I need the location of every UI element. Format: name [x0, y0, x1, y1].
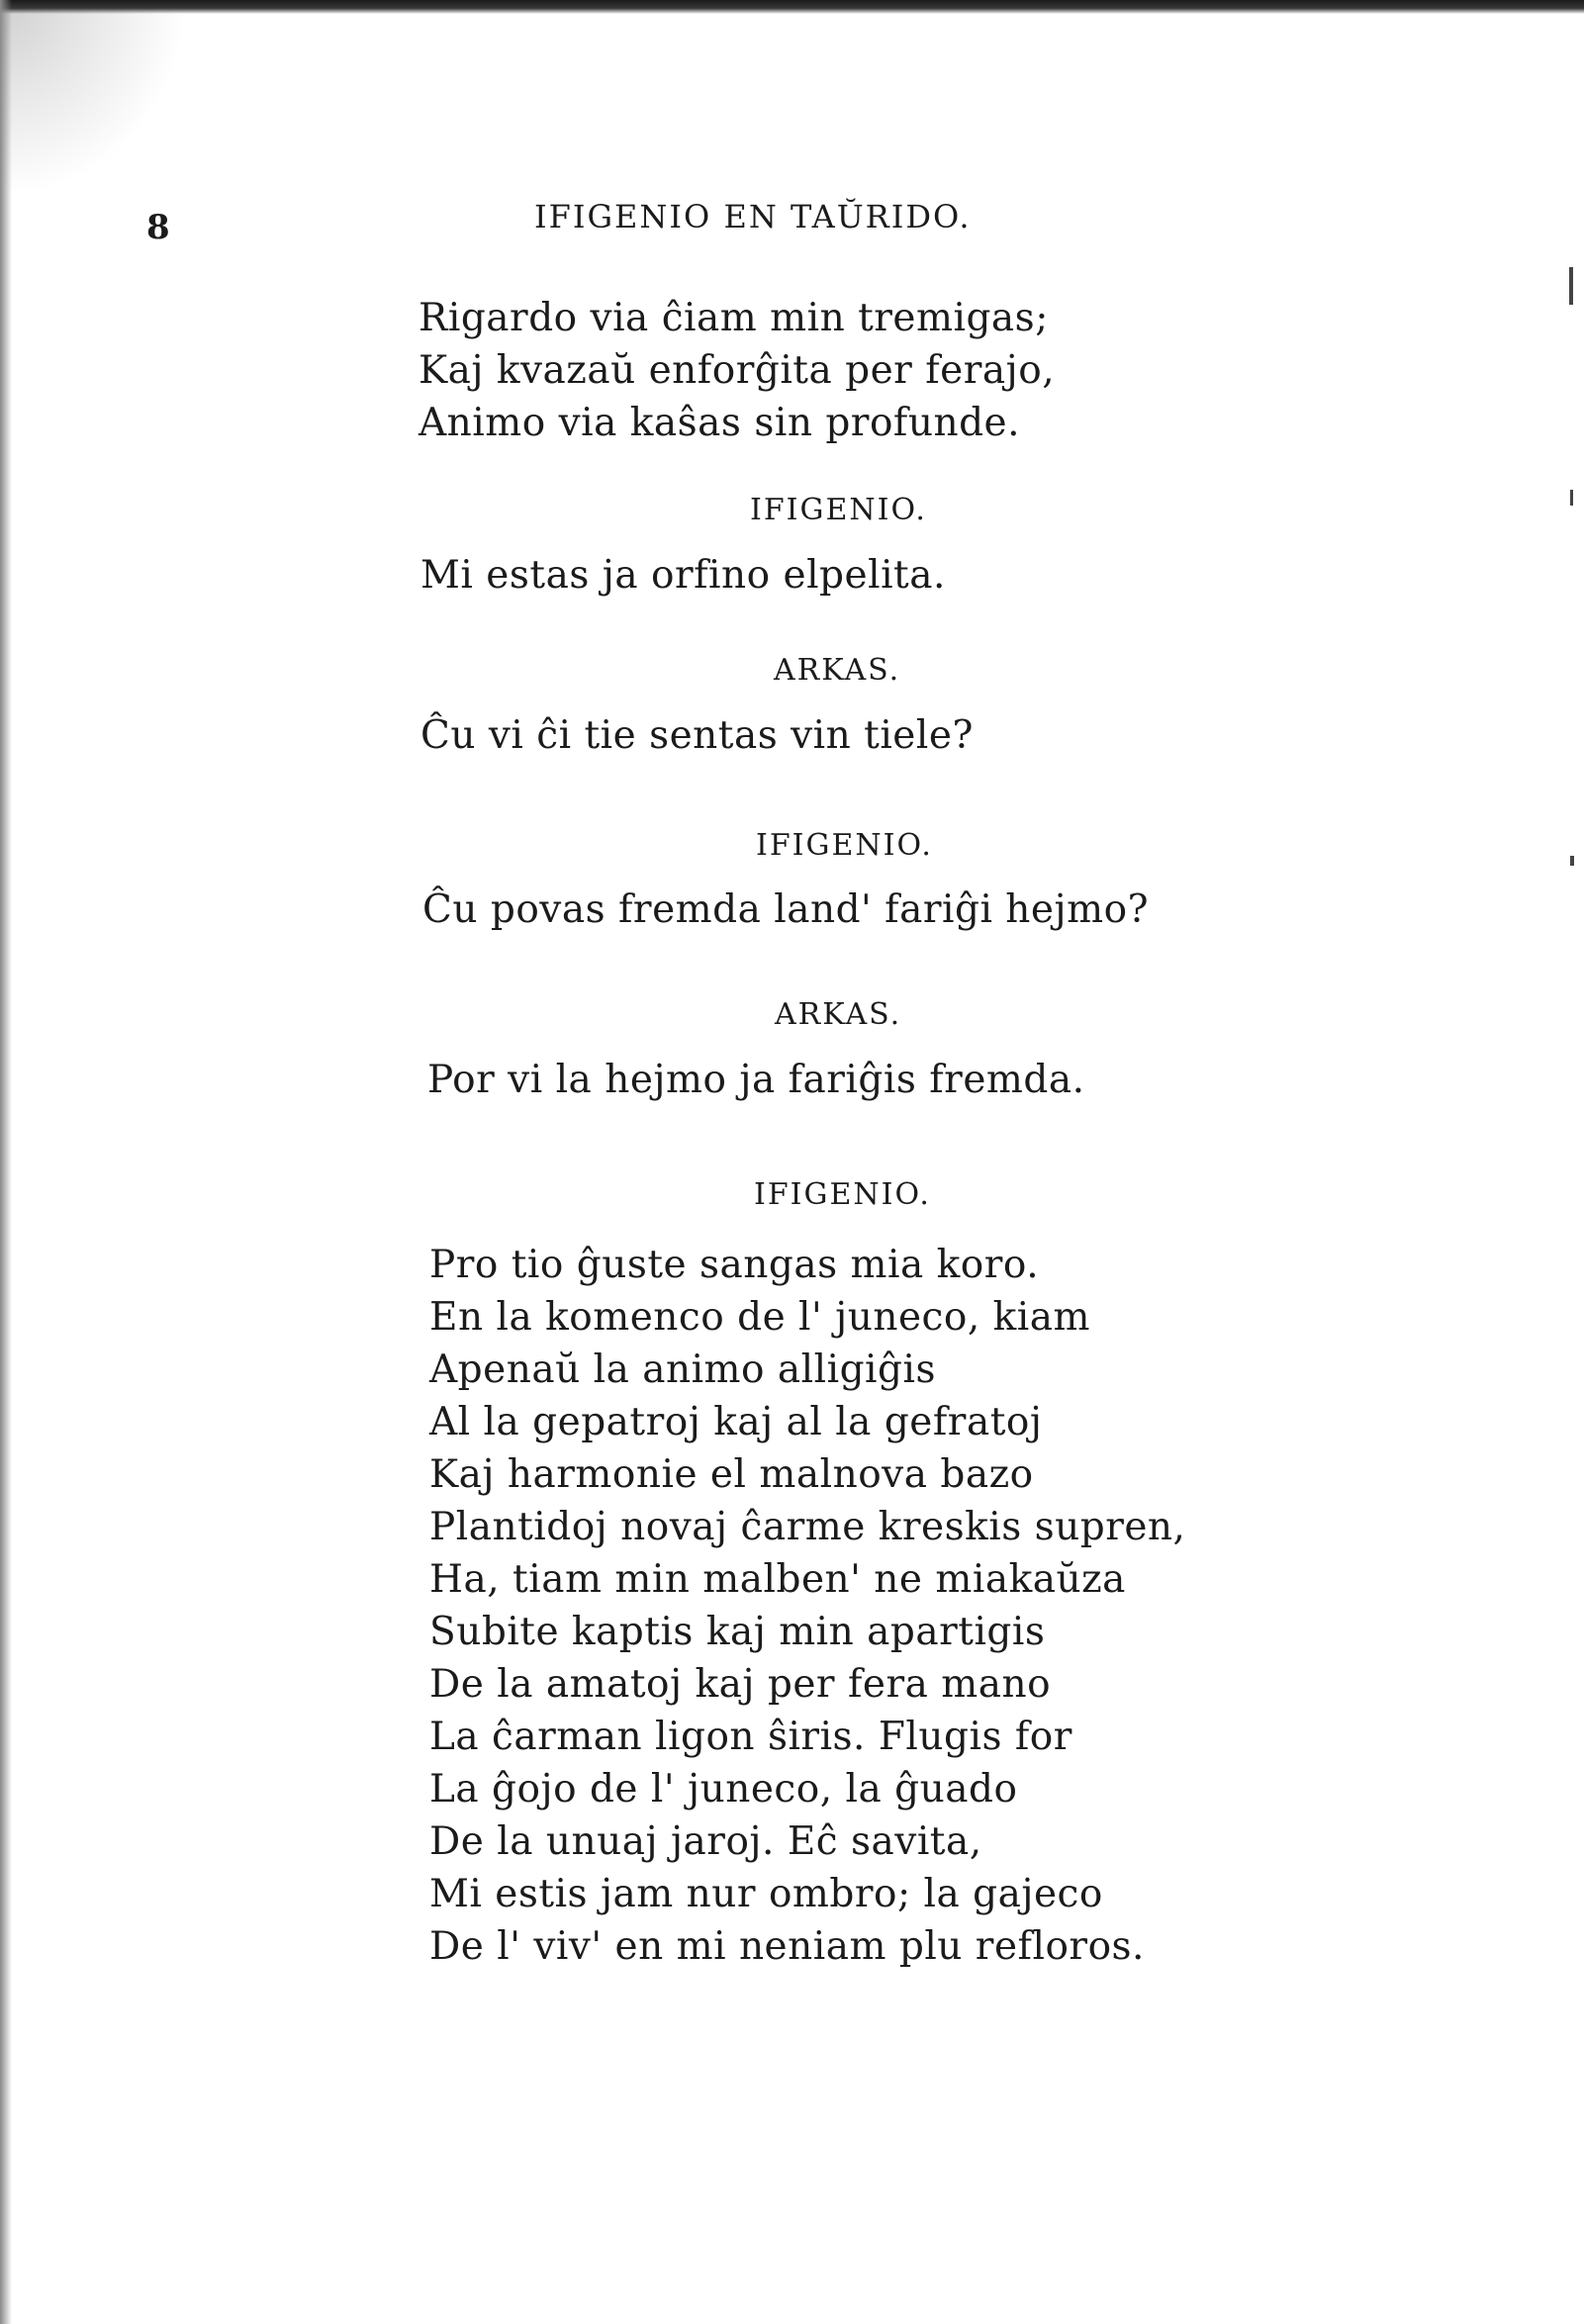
- verse-block: [420, 709, 974, 762]
- scan-shadow-corner: [0, 0, 188, 198]
- verse-line: La ĉarman ligon ŝiris. Flugis for: [429, 1715, 1072, 1759]
- margin-mark: [1570, 490, 1573, 506]
- speaker-name: ARKAS.: [774, 653, 901, 688]
- verse-line: Plantidoj novaj ĉarme kreskis supren,: [429, 1505, 1186, 1549]
- verse-block: [422, 883, 1149, 936]
- verse-line: De la unuaj jaroj. Eĉ savita,: [429, 1819, 982, 1864]
- verse-block: [420, 549, 946, 602]
- verse-line: Ĉu vi ĉi tie sentas vin tiele?: [420, 713, 974, 758]
- verse-block: [419, 292, 1055, 449]
- running-head: IFIGENIO EN TAŬRIDO.: [534, 198, 972, 235]
- verse-line: Kaj kvazaŭ enforĝita per ferajo,: [419, 348, 1056, 393]
- verse-block: [427, 1054, 1085, 1106]
- verse-line: Rigardo via ĉiam min tremigas;: [419, 296, 1049, 340]
- verse-line: De la amatoj kaj per fera mano: [429, 1662, 1052, 1707]
- verse-line: Por vi la hejmo ja fariĝis fremda.: [427, 1058, 1085, 1102]
- speaker-name: ARKAS.: [775, 997, 902, 1032]
- verse-line: Al la gepatroj kaj al la gefratoj: [429, 1400, 1043, 1444]
- margin-mark: [1570, 856, 1574, 866]
- verse-line: Mi estas ja orfino elpelita.: [420, 553, 946, 598]
- verse-line: De l' viv' en mi neniam plu refloros.: [429, 1924, 1145, 1969]
- verse-line: Ĉu povas fremda land' fariĝi hejmo?: [422, 887, 1149, 932]
- speaker-name: IFIGENIO.: [756, 828, 933, 863]
- margin-mark: [1569, 267, 1573, 305]
- verse-line: Animo via kaŝas sin profunde.: [419, 401, 1021, 445]
- scan-edge-left: [0, 0, 12, 2324]
- page-number: 8: [146, 208, 170, 247]
- verse-line: Mi estis jam nur ombro; la gajeco: [429, 1872, 1103, 1916]
- verse-block: [429, 1239, 1185, 1973]
- verse-line: Subite kaptis kaj min apartigis: [429, 1610, 1046, 1654]
- verse-line: En la komenco de l' juneco, kiam: [429, 1295, 1091, 1340]
- verse-line: La ĝojo de l' juneco, la ĝuado: [429, 1767, 1018, 1812]
- verse-line: Ha, tiam min malben' ne miakaŭza: [429, 1557, 1126, 1602]
- verse-line: Apenaŭ la animo alligiĝis: [429, 1348, 936, 1392]
- scan-edge-top: [0, 0, 1584, 14]
- verse-line: Kaj harmonie el malnova bazo: [429, 1452, 1034, 1497]
- speaker-name: IFIGENIO.: [750, 493, 927, 527]
- speaker-name: IFIGENIO.: [754, 1177, 931, 1212]
- verse-line: Pro tio ĝuste sangas mia koro.: [429, 1243, 1040, 1287]
